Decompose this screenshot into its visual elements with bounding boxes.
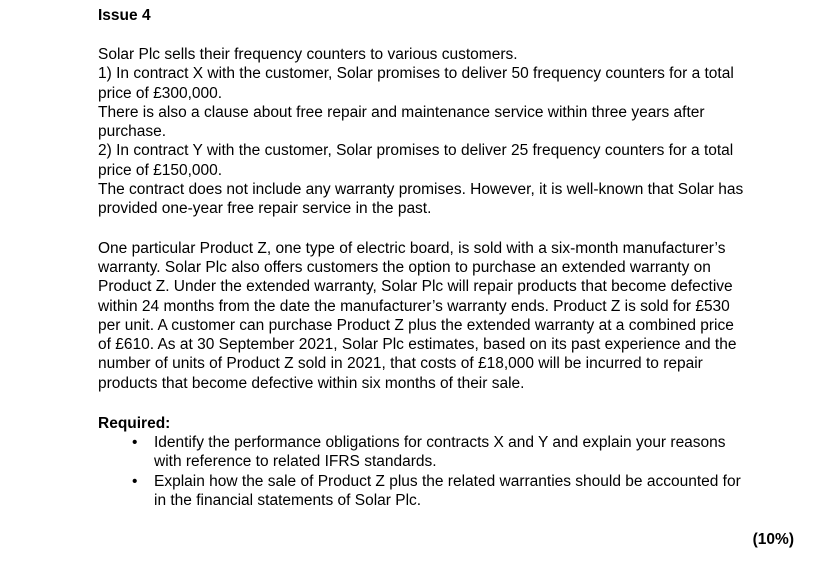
product-z-line: within 24 months from the date the manufacturer’s warranty ends. Product Z is sold for £530 <box>98 297 730 315</box>
bullet-icon: • <box>132 434 138 452</box>
requirement-text-line2: in the financial statements of Solar Plc. <box>154 491 422 509</box>
document-page <box>98 6 794 548</box>
contracts-section <box>98 45 794 219</box>
requirement-item <box>132 433 794 472</box>
contract-y-text-line2: price of £150,000. <box>98 161 223 179</box>
warranty-text-line1: The contract does not include any warranty promises. However, it is well-known that Solar has <box>98 181 744 199</box>
contract-x-text-line1: 1) In contract X with the customer, Solar promises to deliver 50 frequency counters for a total <box>98 65 734 83</box>
requirement-item <box>132 472 794 511</box>
clause-text-line2: purchase. <box>98 123 167 141</box>
product-z-line: warranty. Solar Plc also offers customers the option to purchase an extended warranty on <box>98 258 711 276</box>
product-z-line: per unit. A customer can purchase Product Z plus the extended warranty at a combined price <box>98 316 734 334</box>
requirement-text-line1: Explain how the sale of Product Z plus the related warranties should be accounted for <box>154 472 741 490</box>
product-z-paragraph <box>98 239 794 393</box>
contract-x-text-line2: price of £300,000. <box>98 84 223 102</box>
required-heading: Required: <box>98 415 171 433</box>
marks-weight: (10%) <box>752 531 794 548</box>
product-z-line: products that become defective within six months of their sale. <box>98 374 525 392</box>
clause-text-line1: There is also a clause about free repair and maintenance service within three years after <box>98 103 705 121</box>
requirement-text-line2: with reference to related IFRS standards. <box>154 453 437 471</box>
contract-y-text-line1: 2) In contract Y with the customer, Solar promises to deliver 25 frequency counters for a total <box>98 142 734 160</box>
intro-text: Solar Plc sells their frequency counters to various customers. <box>98 46 518 63</box>
requirements-list <box>98 433 794 510</box>
product-z-line: One particular Product Z, one type of electric board, is sold with a six-month manufacturer’s <box>98 239 726 257</box>
warranty-text-line2: provided one-year free repair service in the past. <box>98 200 432 218</box>
requirement-text-line1: Identify the performance obligations for contracts X and Y and explain your reasons <box>154 434 726 452</box>
product-z-line: number of units of Product Z sold in 2021, that costs of £18,000 will be incurred to repair <box>98 355 703 373</box>
product-z-line: Product Z. Under the extended warranty, Solar Plc will repair products that become defective <box>98 278 733 296</box>
product-z-line: of £610. As at 30 September 2021, Solar Plc estimates, based on its past experience and the <box>98 336 737 354</box>
issue-title: Issue 4 <box>98 7 151 24</box>
bullet-icon: • <box>132 472 138 490</box>
